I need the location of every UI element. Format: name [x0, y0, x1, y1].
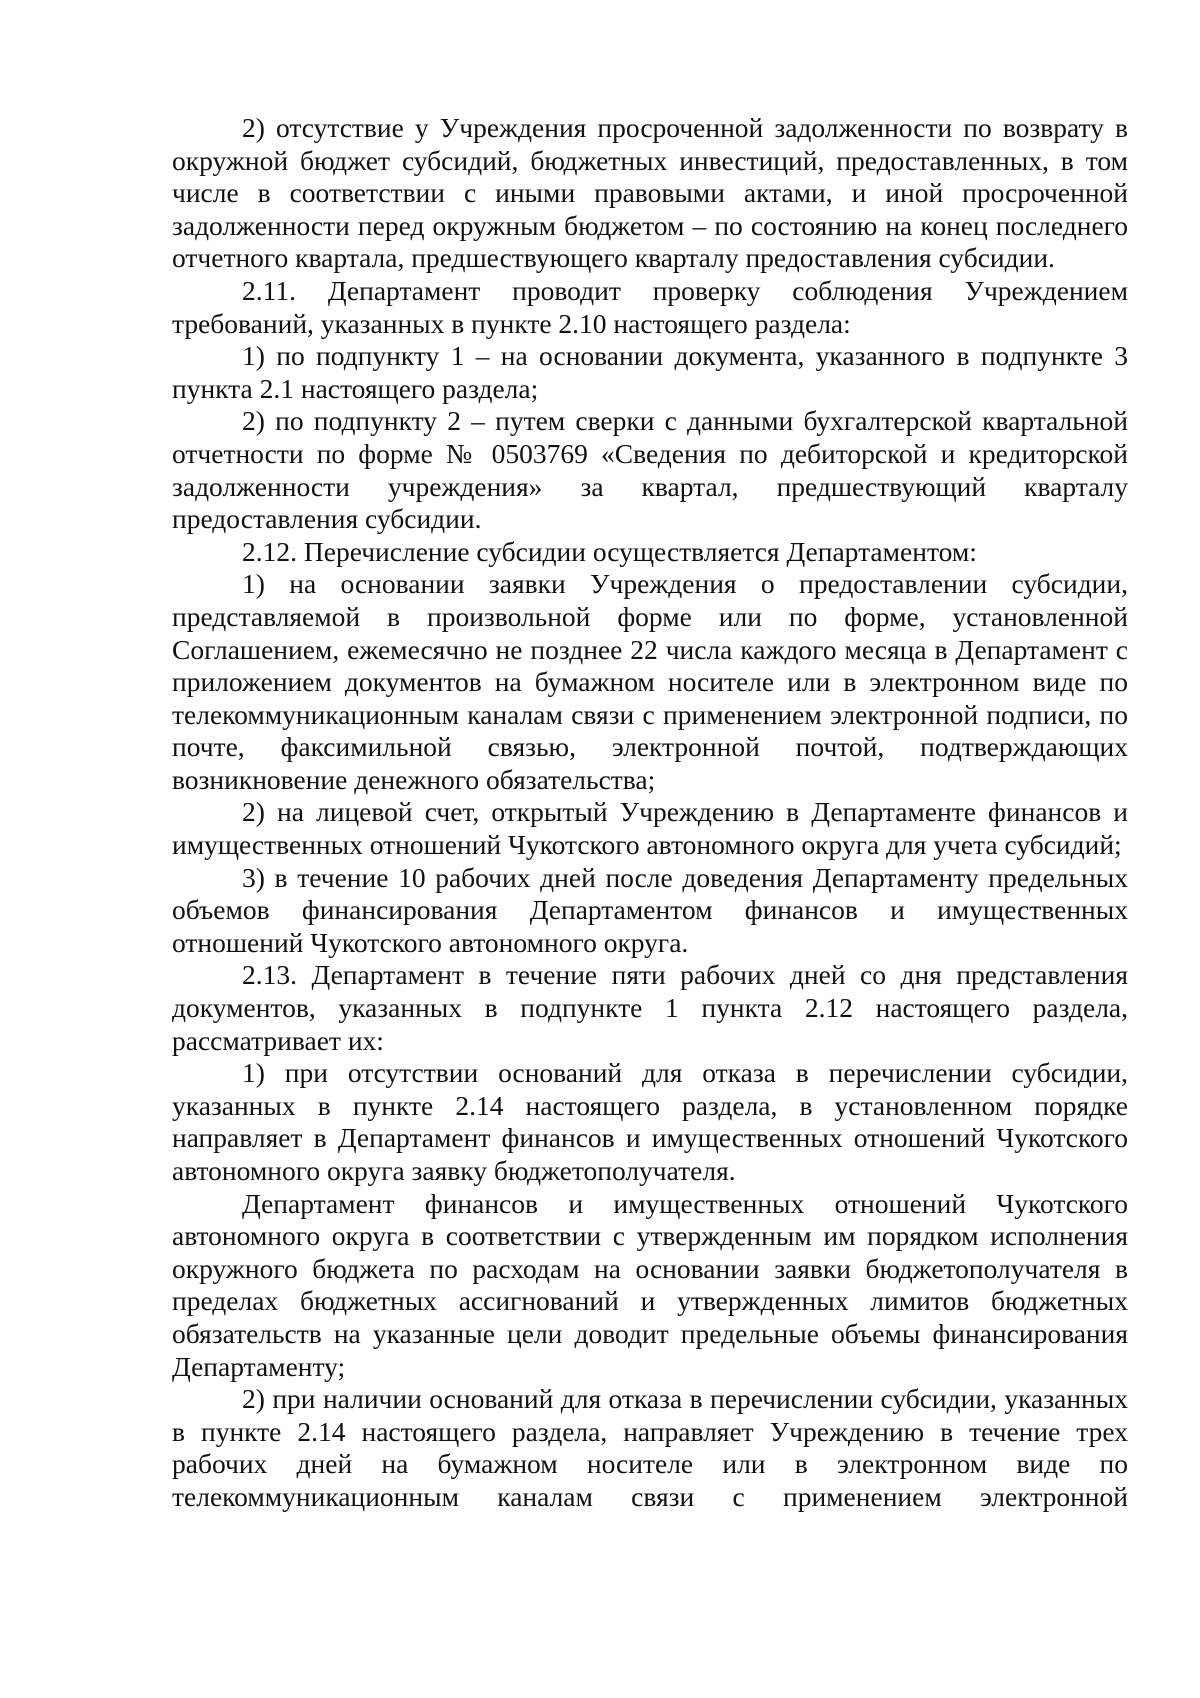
paragraph-2-12-3: 3) в течение 10 рабочих дней после доведения Департаменту предельных объемов финансирования Департаментом финансов и имущественных отношений Чукотского автономного округа.: [172, 861, 1128, 958]
paragraph-2-11-2: 2) по подпункту 2 – путем сверки с данными бухгалтерской квартальной отчетности по форме № 0503769 «Сведения по дебиторской и кредиторской задолженности учреждения» за квартал, предшествующий кварталу предоставления субсидии.: [172, 405, 1128, 535]
document-body: [172, 112, 1128, 1514]
paragraph-2-13: 2.13. Департамент в течение пяти рабочих дней со дня представления документов, указанных в подпункте 1 пункта 2.12 настоящего раздела, рассматривает их:: [172, 959, 1128, 1056]
paragraph-2-12-2: 2) на лицевой счет, открытый Учреждению в Департаменте финансов и имущественных отношений Чукотского автономного округа для учета субсидий;: [172, 796, 1128, 861]
paragraph-2-11: 2.11. Департамент проводит проверку соблюдения Учреждением требований, указанных в пункте 2.10 настоящего раздела:: [172, 274, 1128, 339]
paragraph-2-12: 2.12. Перечисление субсидии осуществляется Департаментом:: [242, 535, 977, 567]
paragraph-2-12-1: 1) на основании заявки Учреждения о предоставлении субсидии, представляемой в произвольной форме или по форме, установленной Соглашением, ежемесячно не позднее 22 числа каждого месяца в Департамент с приложением документов на бумажном носителе или в электронном виде по телекоммуникационным каналам связи с применением электронной подписи, по почте, факсимильной связью, электронной почтой, подтверждающих возникновение денежного обязательства;: [172, 568, 1128, 795]
paragraph-2-13-1: 1) при отсутствии оснований для отказа в перечислении субсидии, указанных в пункте 2.14 настоящего раздела, в установленном порядке направляет в Департамент финансов и имущественных отношений Чукотского автономного округа заявку бюджетополучателя.: [172, 1057, 1128, 1186]
paragraph-2-2-10: 2) отсутствие у Учреждения просроченной задолженности по возврату в окружной бюджет субсидий, бюджетных инвестиций, предоставленных, в том числе в соответствии с иными правовыми актами, и иной просроченной задолженности перед окружным бюджетом – по состоянию на конец последнего отчетного квартала, предшествующего кварталу предоставления субсидии.: [172, 112, 1128, 274]
paragraph-2-11-1: 1) по подпункту 1 – на основании документа, указанного в подпункте 3 пункта 2.1 настоящего раздела;: [172, 340, 1128, 404]
paragraph-2-13-finance-dept: Департамент финансов и имущественных отношений Чукотского автономного округа в соответствии с утвержденным им порядком исполнения окружного бюджета по расходам на основании заявки бюджетополучателя в пределах бюджетных ассигнований и утвержденных лимитов бюджетных обязательств на указанные цели доводит предельные объемы финансирования Департаменту;: [172, 1187, 1128, 1382]
paragraph-2-13-2: 2) при наличии оснований для отказа в перечислении субсидии, указанных в пункте 2.14 настоящего раздела, направляет Учреждению в течение трех рабочих дней на бумажном носителе или в электронном виде по телекоммуникационным каналам связи с применением электронной: [172, 1383, 1128, 1512]
